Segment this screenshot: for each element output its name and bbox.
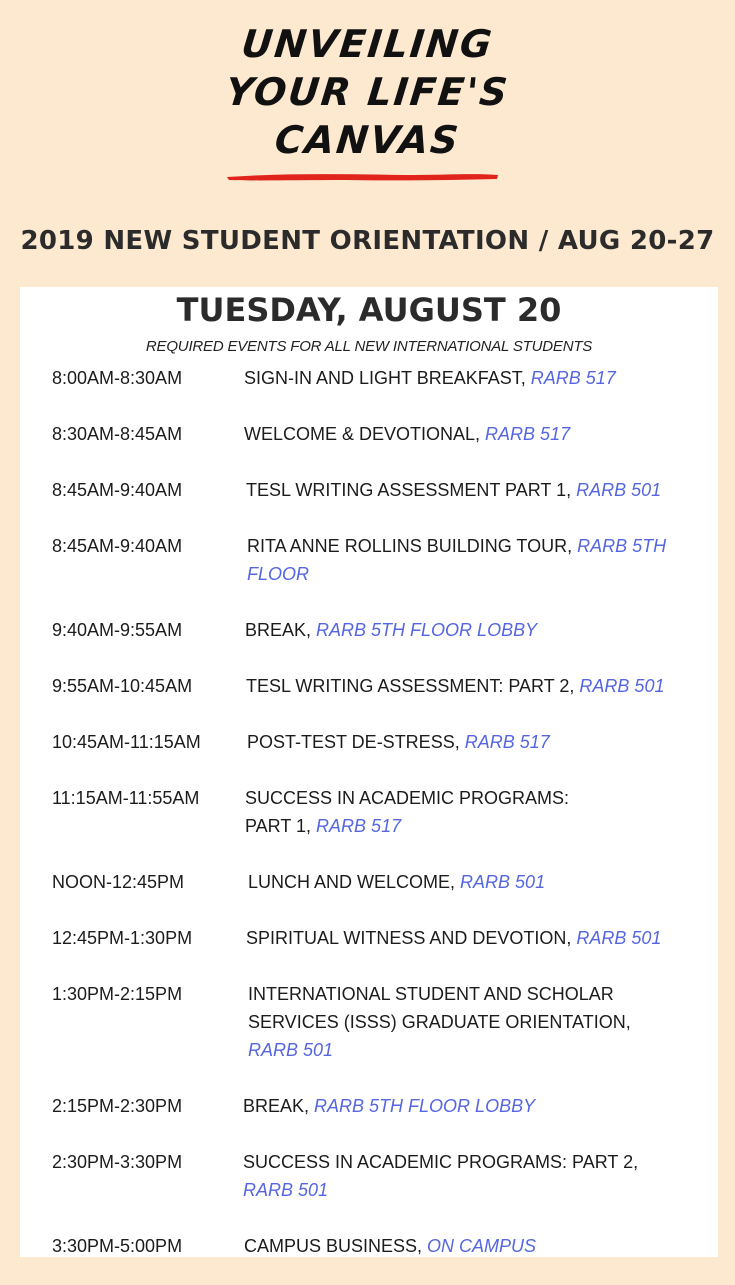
event-time: 2:30PM-3:30PM xyxy=(52,1152,183,1172)
event-location: RARB 501 xyxy=(576,480,662,500)
event-title: SUCCESS IN ACADEMIC PROGRAMS: PART 2, xyxy=(243,1152,639,1172)
event-location: RARB 501 xyxy=(579,676,665,696)
title-line-3: CANVAS xyxy=(272,118,463,162)
red-brush-stroke xyxy=(225,171,500,183)
event-title: WELCOME & DEVOTIONAL, xyxy=(244,424,486,444)
event-time: 9:40AM-9:55AM xyxy=(52,620,183,640)
event-title: RITA ANNE ROLLINS BUILDING TOUR, xyxy=(247,536,578,556)
event-location: RARB 517 xyxy=(530,368,616,388)
event-title: SUCCESS IN ACADEMIC PROGRAMS: PART 1, xyxy=(245,788,570,836)
required-note: REQUIRED EVENTS FOR ALL NEW INTERNATIONAL STUDENTS xyxy=(145,338,593,355)
event-title: TESL WRITING ASSESSMENT PART 1, xyxy=(246,480,577,500)
event-time: 8:45AM-9:40AM xyxy=(52,536,183,556)
event-location: RARB 5TH FLOOR LOBBY xyxy=(316,620,538,640)
event-title: BREAK, xyxy=(245,620,317,640)
event-description xyxy=(247,728,715,756)
event-location: RARB 501 xyxy=(576,928,662,948)
event-time: 9:55AM-10:45AM xyxy=(52,676,193,696)
event-description xyxy=(243,1092,711,1120)
event-time: 10:45AM-11:15AM xyxy=(52,732,201,752)
poster-title xyxy=(0,20,735,164)
event-location: RARB 517 xyxy=(485,424,571,444)
event-time: NOON-12:45PM xyxy=(52,872,185,892)
orientation-subtitle: 2019 NEW STUDENT ORIENTATION / AUG 20-27 xyxy=(20,226,715,256)
event-title: INTERNATIONAL STUDENT AND SCHOLAR SERVICES (ISSS) GRADUATE ORIENTATION, xyxy=(248,984,631,1032)
event-title: LUNCH AND WELCOME, xyxy=(248,872,461,892)
event-title: POST-TEST DE-STRESS, xyxy=(247,732,465,752)
event-title: SIGN-IN AND LIGHT BREAKFAST, xyxy=(244,368,531,388)
event-time: 11:15AM-11:55AM xyxy=(52,788,200,808)
event-time: 8:30AM-8:45AM xyxy=(52,424,183,444)
event-time: 2:15PM-2:30PM xyxy=(52,1096,183,1116)
event-title: BREAK, xyxy=(243,1096,315,1116)
title-line-1: UNVEILING xyxy=(239,22,496,66)
event-location: RARB 501 xyxy=(243,1180,329,1200)
event-time: 1:30PM-2:15PM xyxy=(52,984,183,1004)
event-description xyxy=(246,476,714,504)
event-location: RARB 501 xyxy=(248,1040,334,1060)
schedule-card xyxy=(20,287,718,1257)
event-time: 8:00AM-8:30AM xyxy=(52,368,183,388)
event-time: 8:45AM-9:40AM xyxy=(52,480,183,500)
event-title: TESL WRITING ASSESSMENT: PART 2, xyxy=(246,676,580,696)
day-heading: TUESDAY, AUGUST 20 xyxy=(176,291,562,329)
event-description xyxy=(245,784,605,840)
event-description xyxy=(248,868,716,896)
event-description xyxy=(246,672,714,700)
event-title: SPIRITUAL WITNESS AND DEVOTION, xyxy=(246,928,577,948)
event-time: 12:45PM-1:30PM xyxy=(52,928,193,948)
title-line-2: YOUR LIFE'S xyxy=(223,70,512,114)
event-description xyxy=(244,364,712,392)
event-description xyxy=(247,532,715,588)
event-location: RARB 517 xyxy=(316,816,402,836)
event-location: RARB 5TH FLOOR xyxy=(247,536,667,584)
event-location: RARB 5TH FLOOR LOBBY xyxy=(314,1096,536,1116)
event-description xyxy=(244,420,712,448)
event-location: ON CAMPUS xyxy=(427,1236,537,1256)
event-location: RARB 517 xyxy=(464,732,550,752)
event-description xyxy=(245,616,713,644)
event-location: RARB 501 xyxy=(460,872,546,892)
event-description xyxy=(244,1232,712,1260)
event-title: CAMPUS BUSINESS, xyxy=(244,1236,428,1256)
event-description xyxy=(246,924,714,952)
event-time: 3:30PM-5:00PM xyxy=(52,1236,183,1256)
event-description xyxy=(243,1148,688,1204)
event-description xyxy=(248,980,678,1064)
